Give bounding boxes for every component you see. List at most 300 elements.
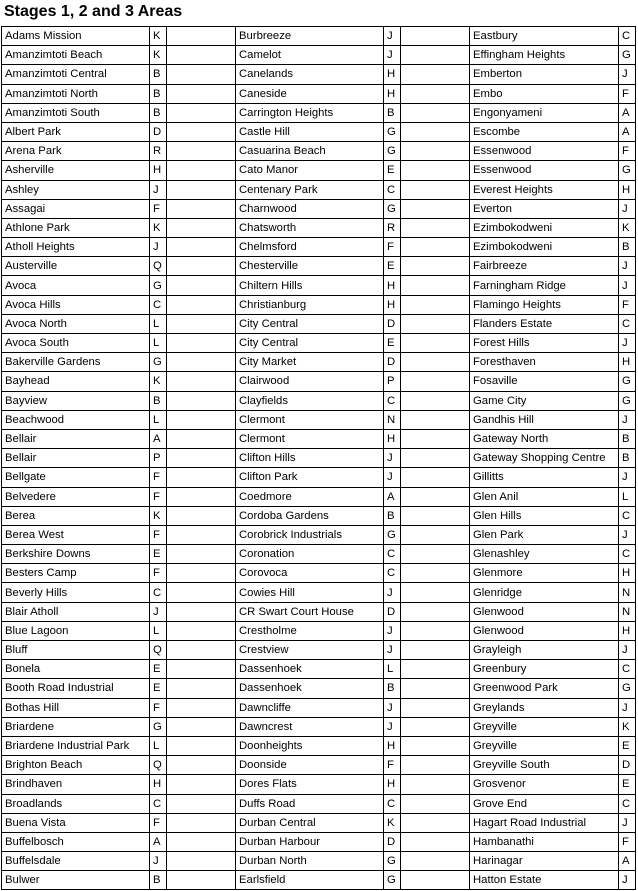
column-spacer <box>167 621 236 640</box>
table-row <box>2 103 636 122</box>
area-name-cell: Cato Manor <box>236 161 384 180</box>
area-name-cell: Dassenhoek <box>236 679 384 698</box>
area-name-cell: Brindhaven <box>2 775 150 794</box>
area-name-cell: Asherville <box>2 161 150 180</box>
area-code-cell: J <box>384 27 401 46</box>
area-code-cell: L <box>150 621 167 640</box>
area-code-cell: H <box>384 295 401 314</box>
area-code-cell: K <box>150 46 167 65</box>
area-name-cell: Essenwood <box>470 142 619 161</box>
area-name-cell: Gandhis Hill <box>470 410 619 429</box>
column-spacer <box>167 641 236 660</box>
column-spacer <box>401 142 470 161</box>
column-spacer <box>167 122 236 141</box>
column-spacer <box>167 429 236 448</box>
area-name-cell: Amanzimtoti North <box>2 84 150 103</box>
area-code-cell: D <box>384 353 401 372</box>
area-name-cell: Assagai <box>2 199 150 218</box>
column-spacer <box>401 602 470 621</box>
table-row <box>2 27 636 46</box>
area-name-cell: Adams Mission <box>2 27 150 46</box>
area-code-cell: D <box>384 314 401 333</box>
column-spacer <box>167 410 236 429</box>
area-name-cell: Albert Park <box>2 122 150 141</box>
area-name-cell: Chiltern Hills <box>236 276 384 295</box>
area-code-cell: E <box>384 334 401 353</box>
area-name-cell: Escombe <box>470 122 619 141</box>
area-name-cell: Besters Camp <box>2 564 150 583</box>
area-name-cell: Chatsworth <box>236 218 384 237</box>
area-name-cell: Bellgate <box>2 468 150 487</box>
column-spacer <box>401 410 470 429</box>
area-name-cell: Clifton Hills <box>236 449 384 468</box>
column-spacer <box>167 353 236 372</box>
area-name-cell: Clairwood <box>236 372 384 391</box>
area-name-cell: Glenwood <box>470 621 619 640</box>
area-code-cell: J <box>150 602 167 621</box>
column-spacer <box>167 660 236 679</box>
area-name-cell: Gateway North <box>470 429 619 448</box>
column-spacer <box>167 717 236 736</box>
area-code-cell: E <box>150 679 167 698</box>
area-name-cell: Camelot <box>236 46 384 65</box>
area-name-cell: CR Swart Court House <box>236 602 384 621</box>
area-name-cell: Duffs Road <box>236 794 384 813</box>
area-code-cell: F <box>150 564 167 583</box>
area-code-cell: G <box>619 161 636 180</box>
column-spacer <box>401 545 470 564</box>
area-code-cell: Q <box>150 257 167 276</box>
column-spacer <box>167 103 236 122</box>
area-name-cell: Gateway Shopping Centre <box>470 449 619 468</box>
area-code-cell: H <box>150 161 167 180</box>
column-spacer <box>401 621 470 640</box>
area-code-cell: L <box>150 736 167 755</box>
column-spacer <box>167 199 236 218</box>
column-spacer <box>167 161 236 180</box>
area-name-cell: Durban Central <box>236 813 384 832</box>
area-name-cell: Greenwood Park <box>470 679 619 698</box>
area-code-cell: D <box>150 122 167 141</box>
area-name-cell: Bluff <box>2 641 150 660</box>
area-code-cell: G <box>384 122 401 141</box>
area-code-cell: G <box>619 679 636 698</box>
area-name-cell: Hatton Estate <box>470 871 619 890</box>
table-row <box>2 161 636 180</box>
area-name-cell: Hambanathi <box>470 832 619 851</box>
area-code-cell: E <box>150 545 167 564</box>
area-code-cell: H <box>619 180 636 199</box>
area-code-cell: C <box>619 545 636 564</box>
column-spacer <box>167 295 236 314</box>
table-row <box>2 353 636 372</box>
area-code-cell: H <box>384 65 401 84</box>
column-spacer <box>401 238 470 257</box>
area-name-cell: Crestholme <box>236 621 384 640</box>
area-name-cell: Grayleigh <box>470 641 619 660</box>
area-code-cell: D <box>619 756 636 775</box>
area-code-cell: E <box>150 660 167 679</box>
area-name-cell: Christianburg <box>236 295 384 314</box>
column-spacer <box>167 832 236 851</box>
area-code-cell: H <box>384 84 401 103</box>
area-name-cell: Avoca <box>2 276 150 295</box>
area-name-cell: Avoca South <box>2 334 150 353</box>
area-name-cell: Coronation <box>236 545 384 564</box>
column-spacer <box>401 122 470 141</box>
table-row <box>2 602 636 621</box>
column-spacer <box>401 449 470 468</box>
column-spacer <box>401 717 470 736</box>
area-code-cell: K <box>150 372 167 391</box>
area-code-cell: J <box>619 334 636 353</box>
area-code-cell: F <box>150 525 167 544</box>
area-name-cell: Greylands <box>470 698 619 717</box>
column-spacer <box>167 813 236 832</box>
area-code-cell: F <box>150 199 167 218</box>
area-code-cell: J <box>384 641 401 660</box>
area-name-cell: Greyville <box>470 736 619 755</box>
area-code-cell: C <box>384 545 401 564</box>
column-spacer <box>167 65 236 84</box>
area-code-cell: J <box>619 468 636 487</box>
area-code-cell: C <box>384 180 401 199</box>
column-spacer <box>401 46 470 65</box>
area-name-cell: City Central <box>236 334 384 353</box>
column-spacer <box>401 487 470 506</box>
area-name-cell: Bulwer <box>2 871 150 890</box>
column-spacer <box>167 46 236 65</box>
area-code-cell: F <box>619 84 636 103</box>
area-name-cell: Flamingo Heights <box>470 295 619 314</box>
area-name-cell: Corobrick Industrials <box>236 525 384 544</box>
area-code-cell: G <box>619 391 636 410</box>
column-spacer <box>401 84 470 103</box>
column-spacer <box>401 525 470 544</box>
area-code-cell: G <box>384 142 401 161</box>
column-spacer <box>167 564 236 583</box>
area-code-cell: J <box>384 698 401 717</box>
column-spacer <box>401 871 470 890</box>
area-code-cell: C <box>384 794 401 813</box>
area-code-cell: F <box>619 832 636 851</box>
column-spacer <box>401 314 470 333</box>
table-row <box>2 852 636 871</box>
area-code-cell: P <box>384 372 401 391</box>
table-row <box>2 295 636 314</box>
area-code-cell: B <box>150 871 167 890</box>
area-name-cell: Canelands <box>236 65 384 84</box>
column-spacer <box>167 871 236 890</box>
area-name-cell: Farningham Ridge <box>470 276 619 295</box>
area-code-cell: H <box>619 621 636 640</box>
area-code-cell: C <box>150 794 167 813</box>
column-spacer <box>401 372 470 391</box>
area-name-cell: Ezimbokodweni <box>470 218 619 237</box>
area-name-cell: Glenridge <box>470 583 619 602</box>
area-name-cell: Clifton Park <box>236 468 384 487</box>
area-code-cell: A <box>619 103 636 122</box>
area-name-cell: Buffelbosch <box>2 832 150 851</box>
area-code-cell: G <box>619 372 636 391</box>
area-name-cell: Casuarina Beach <box>236 142 384 161</box>
column-spacer <box>167 218 236 237</box>
table-row <box>2 679 636 698</box>
table-row <box>2 736 636 755</box>
area-name-cell: Amanzimtoti South <box>2 103 150 122</box>
column-spacer <box>167 852 236 871</box>
area-code-cell: K <box>619 218 636 237</box>
area-code-cell: F <box>150 468 167 487</box>
table-row <box>2 717 636 736</box>
column-spacer <box>401 295 470 314</box>
column-spacer <box>401 468 470 487</box>
area-name-cell: Essenwood <box>470 161 619 180</box>
area-code-cell: G <box>619 46 636 65</box>
column-spacer <box>401 564 470 583</box>
area-code-cell: H <box>150 775 167 794</box>
area-name-cell: Greenbury <box>470 660 619 679</box>
area-name-cell: Avoca North <box>2 314 150 333</box>
area-name-cell: Greyville South <box>470 756 619 775</box>
column-spacer <box>167 276 236 295</box>
column-spacer <box>167 545 236 564</box>
area-code-cell: F <box>150 487 167 506</box>
area-name-cell: Foresthaven <box>470 353 619 372</box>
area-code-cell: E <box>619 775 636 794</box>
area-name-cell: Embo <box>470 84 619 103</box>
area-code-cell: H <box>384 736 401 755</box>
column-spacer <box>401 276 470 295</box>
area-code-cell: B <box>384 103 401 122</box>
table-row <box>2 334 636 353</box>
area-name-cell: Avoca Hills <box>2 295 150 314</box>
column-spacer <box>167 679 236 698</box>
column-spacer <box>401 813 470 832</box>
area-code-cell: L <box>150 334 167 353</box>
area-name-cell: Effingham Heights <box>470 46 619 65</box>
area-name-cell: Chelmsford <box>236 238 384 257</box>
area-name-cell: Glen Park <box>470 525 619 544</box>
area-code-cell: J <box>384 621 401 640</box>
area-code-cell: B <box>150 65 167 84</box>
area-code-cell: J <box>150 238 167 257</box>
table-row <box>2 756 636 775</box>
area-name-cell: Harinagar <box>470 852 619 871</box>
area-code-cell: J <box>619 525 636 544</box>
area-code-cell: A <box>150 832 167 851</box>
area-name-cell: Carrington Heights <box>236 103 384 122</box>
column-spacer <box>401 65 470 84</box>
area-code-cell: H <box>619 564 636 583</box>
column-spacer <box>167 775 236 794</box>
area-name-cell: Ashley <box>2 180 150 199</box>
area-name-cell: Grove End <box>470 794 619 813</box>
area-code-cell: C <box>619 506 636 525</box>
area-name-cell: Briardene Industrial Park <box>2 736 150 755</box>
column-spacer <box>401 679 470 698</box>
area-code-cell: E <box>384 161 401 180</box>
area-name-cell: Blair Atholl <box>2 602 150 621</box>
area-code-cell: A <box>619 852 636 871</box>
area-code-cell: A <box>619 122 636 141</box>
area-name-cell: Forest Hills <box>470 334 619 353</box>
column-spacer <box>401 775 470 794</box>
area-code-cell: J <box>619 410 636 429</box>
area-name-cell: Grosvenor <box>470 775 619 794</box>
area-name-cell: Game City <box>470 391 619 410</box>
area-code-cell: J <box>619 257 636 276</box>
area-code-cell: L <box>150 410 167 429</box>
area-code-cell: J <box>619 276 636 295</box>
area-name-cell: Dassenhoek <box>236 660 384 679</box>
table-row <box>2 122 636 141</box>
area-code-cell: B <box>384 506 401 525</box>
area-code-cell: L <box>619 487 636 506</box>
area-name-cell: Eastbury <box>470 27 619 46</box>
area-name-cell: Buffelsdale <box>2 852 150 871</box>
table-row <box>2 65 636 84</box>
table-row <box>2 832 636 851</box>
area-code-cell: C <box>619 27 636 46</box>
column-spacer <box>167 736 236 755</box>
column-spacer <box>401 660 470 679</box>
table-row <box>2 410 636 429</box>
area-name-cell: Gillitts <box>470 468 619 487</box>
column-spacer <box>401 199 470 218</box>
area-code-cell: J <box>384 468 401 487</box>
table-row <box>2 794 636 813</box>
area-name-cell: Centenary Park <box>236 180 384 199</box>
area-code-cell: F <box>150 813 167 832</box>
column-spacer <box>401 161 470 180</box>
area-name-cell: Athlone Park <box>2 218 150 237</box>
column-spacer <box>401 180 470 199</box>
area-name-cell: Glen Hills <box>470 506 619 525</box>
column-spacer <box>401 218 470 237</box>
table-row <box>2 391 636 410</box>
column-spacer <box>167 602 236 621</box>
area-name-cell: Dawncliffe <box>236 698 384 717</box>
table-row <box>2 142 636 161</box>
column-spacer <box>167 372 236 391</box>
column-spacer <box>167 487 236 506</box>
area-code-cell: A <box>150 429 167 448</box>
column-spacer <box>167 314 236 333</box>
area-name-cell: Doonheights <box>236 736 384 755</box>
area-name-cell: Crestview <box>236 641 384 660</box>
area-code-cell: J <box>384 46 401 65</box>
column-spacer <box>401 852 470 871</box>
column-spacer <box>401 583 470 602</box>
area-code-cell: E <box>619 736 636 755</box>
area-code-cell: C <box>384 564 401 583</box>
area-name-cell: Bayhead <box>2 372 150 391</box>
area-name-cell: Berea <box>2 506 150 525</box>
column-spacer <box>401 27 470 46</box>
area-name-cell: Coedmore <box>236 487 384 506</box>
area-code-cell: B <box>384 679 401 698</box>
area-name-cell: Cordoba Gardens <box>236 506 384 525</box>
area-name-cell: Clermont <box>236 429 384 448</box>
area-name-cell: Corovoca <box>236 564 384 583</box>
column-spacer <box>167 756 236 775</box>
area-name-cell: City Central <box>236 314 384 333</box>
area-name-cell: Bonela <box>2 660 150 679</box>
area-name-cell: Everton <box>470 199 619 218</box>
area-code-cell: F <box>150 698 167 717</box>
area-code-cell: C <box>619 794 636 813</box>
area-name-cell: Booth Road Industrial <box>2 679 150 698</box>
area-code-cell: J <box>384 449 401 468</box>
area-name-cell: Bothas Hill <box>2 698 150 717</box>
area-code-cell: R <box>384 218 401 237</box>
area-code-cell: L <box>150 314 167 333</box>
table-row <box>2 564 636 583</box>
table-row <box>2 257 636 276</box>
table-row <box>2 660 636 679</box>
area-code-cell: R <box>150 142 167 161</box>
column-spacer <box>167 334 236 353</box>
area-code-cell: B <box>619 449 636 468</box>
area-name-cell: Bellair <box>2 429 150 448</box>
table-row <box>2 775 636 794</box>
column-spacer <box>401 334 470 353</box>
area-name-cell: Bakerville Gardens <box>2 353 150 372</box>
areas-table <box>1 26 636 890</box>
area-code-cell: C <box>384 391 401 410</box>
area-code-cell: F <box>384 756 401 775</box>
table-row <box>2 506 636 525</box>
area-name-cell: Bellair <box>2 449 150 468</box>
area-code-cell: F <box>619 295 636 314</box>
area-code-cell: H <box>384 276 401 295</box>
area-code-cell: N <box>619 583 636 602</box>
column-spacer <box>401 429 470 448</box>
area-code-cell: J <box>619 199 636 218</box>
area-name-cell: Cowies Hill <box>236 583 384 602</box>
area-code-cell: E <box>384 257 401 276</box>
area-code-cell: G <box>384 199 401 218</box>
area-code-cell: J <box>384 717 401 736</box>
area-code-cell: H <box>384 429 401 448</box>
area-code-cell: J <box>384 583 401 602</box>
area-code-cell: Q <box>150 641 167 660</box>
area-name-cell: Berea West <box>2 525 150 544</box>
column-spacer <box>167 698 236 717</box>
area-code-cell: C <box>619 660 636 679</box>
area-name-cell: Beverly Hills <box>2 583 150 602</box>
area-code-cell: P <box>150 449 167 468</box>
area-code-cell: G <box>150 353 167 372</box>
area-code-cell: G <box>150 276 167 295</box>
area-name-cell: Amanzimtoti Beach <box>2 46 150 65</box>
area-code-cell: K <box>384 813 401 832</box>
area-code-cell: D <box>384 602 401 621</box>
column-spacer <box>167 84 236 103</box>
area-name-cell: Chesterville <box>236 257 384 276</box>
column-spacer <box>167 180 236 199</box>
area-name-cell: Charnwood <box>236 199 384 218</box>
table-row <box>2 871 636 890</box>
area-name-cell: Flanders Estate <box>470 314 619 333</box>
area-name-cell: Clermont <box>236 410 384 429</box>
area-name-cell: Glen Anil <box>470 487 619 506</box>
area-name-cell: Castle Hill <box>236 122 384 141</box>
table-row <box>2 621 636 640</box>
table-row <box>2 641 636 660</box>
column-spacer <box>401 103 470 122</box>
